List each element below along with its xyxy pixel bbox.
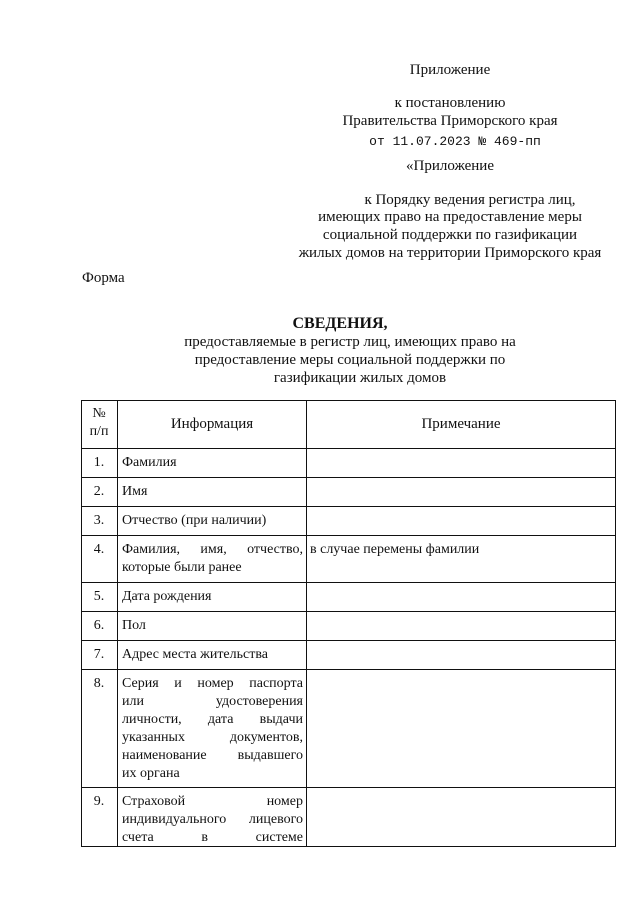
row-number: 4. — [93, 542, 105, 557]
title-subline-1: предоставляемые в регистр лиц, имеющих право на — [184, 334, 516, 350]
row-info: Отчество (при наличии) — [122, 513, 267, 528]
title-subline-2: предоставление меры социальной поддержки по — [194, 352, 506, 368]
procedure-line-4: жилых домов на территории Приморского края — [298, 245, 602, 261]
row-number: 1. — [93, 455, 105, 470]
row-info-line: индивидуального лицевого — [122, 812, 303, 827]
row-info-line: или удостоверения — [122, 694, 303, 709]
row-number: 7. — [93, 647, 105, 662]
row-divider — [81, 787, 616, 788]
date-number-line: от 11.07.2023 № 469-пп — [369, 134, 541, 149]
procedure-line-1: к Порядку ведения регистра лиц, — [364, 192, 576, 208]
table-col-divider-1 — [117, 400, 118, 847]
row-info-line: наименование выдавшего — [122, 748, 303, 763]
row-info: Имя — [122, 484, 148, 499]
row-divider — [81, 506, 616, 507]
row-divider — [81, 640, 616, 641]
header-num-abbrev: п/п — [89, 424, 109, 439]
header-num — [81, 405, 117, 441]
row-number: 3. — [93, 513, 105, 528]
table-border-right — [615, 400, 616, 847]
header-info: Информация — [170, 416, 254, 432]
row-info: Пол — [122, 618, 146, 633]
quoted-appendix: «Приложение — [405, 158, 494, 174]
row-divider — [81, 582, 616, 583]
row-info-line: которые были ранее — [122, 560, 242, 575]
header-num-symbol: № — [92, 406, 106, 421]
row-number: 5. — [93, 589, 105, 604]
appendix-heading: Приложение — [409, 62, 491, 78]
row-info: Фамилия — [122, 455, 177, 470]
row-divider — [81, 448, 616, 449]
table-border-top — [81, 400, 616, 401]
row-info-line: счета в системе — [122, 830, 303, 845]
row-info-line: их органа — [122, 766, 180, 781]
row-number: 6. — [93, 618, 105, 633]
row-number: 9. — [93, 794, 105, 809]
row-number: 8. — [93, 676, 105, 691]
table-col-divider-2 — [306, 400, 307, 847]
row-divider — [81, 669, 616, 670]
form-label: Форма — [82, 270, 125, 286]
procedure-line-2: имеющих право на предоставление меры — [318, 209, 582, 225]
government-line: Правительства Приморского края — [342, 113, 558, 129]
row-info — [122, 793, 303, 847]
row-info: Дата рождения — [122, 589, 212, 604]
row-info — [122, 541, 303, 577]
resolution-line: к постановлению — [394, 95, 506, 111]
row-note: в случае перемены фамилии — [310, 542, 480, 557]
title-subline-3: газификации жилых домов — [273, 370, 447, 386]
row-info — [122, 675, 303, 783]
row-info-line: Страховой номер — [122, 794, 303, 809]
row-info-line: указанных документов, — [122, 730, 303, 745]
row-number: 2. — [93, 484, 105, 499]
row-info: Адрес места жительства — [122, 647, 268, 662]
row-divider — [81, 477, 616, 478]
procedure-line-3: социальной поддержки по газификации — [322, 227, 578, 243]
row-info-line: личности, дата выдачи — [122, 712, 303, 727]
row-divider — [81, 535, 616, 536]
document-title: СВЕДЕНИЯ, — [292, 315, 388, 332]
row-info-line: Серия и номер паспорта — [122, 676, 303, 691]
row-divider — [81, 611, 616, 612]
header-note: Примечание — [421, 416, 501, 432]
row-info-line: Фамилия, имя, отчество, — [122, 542, 303, 557]
